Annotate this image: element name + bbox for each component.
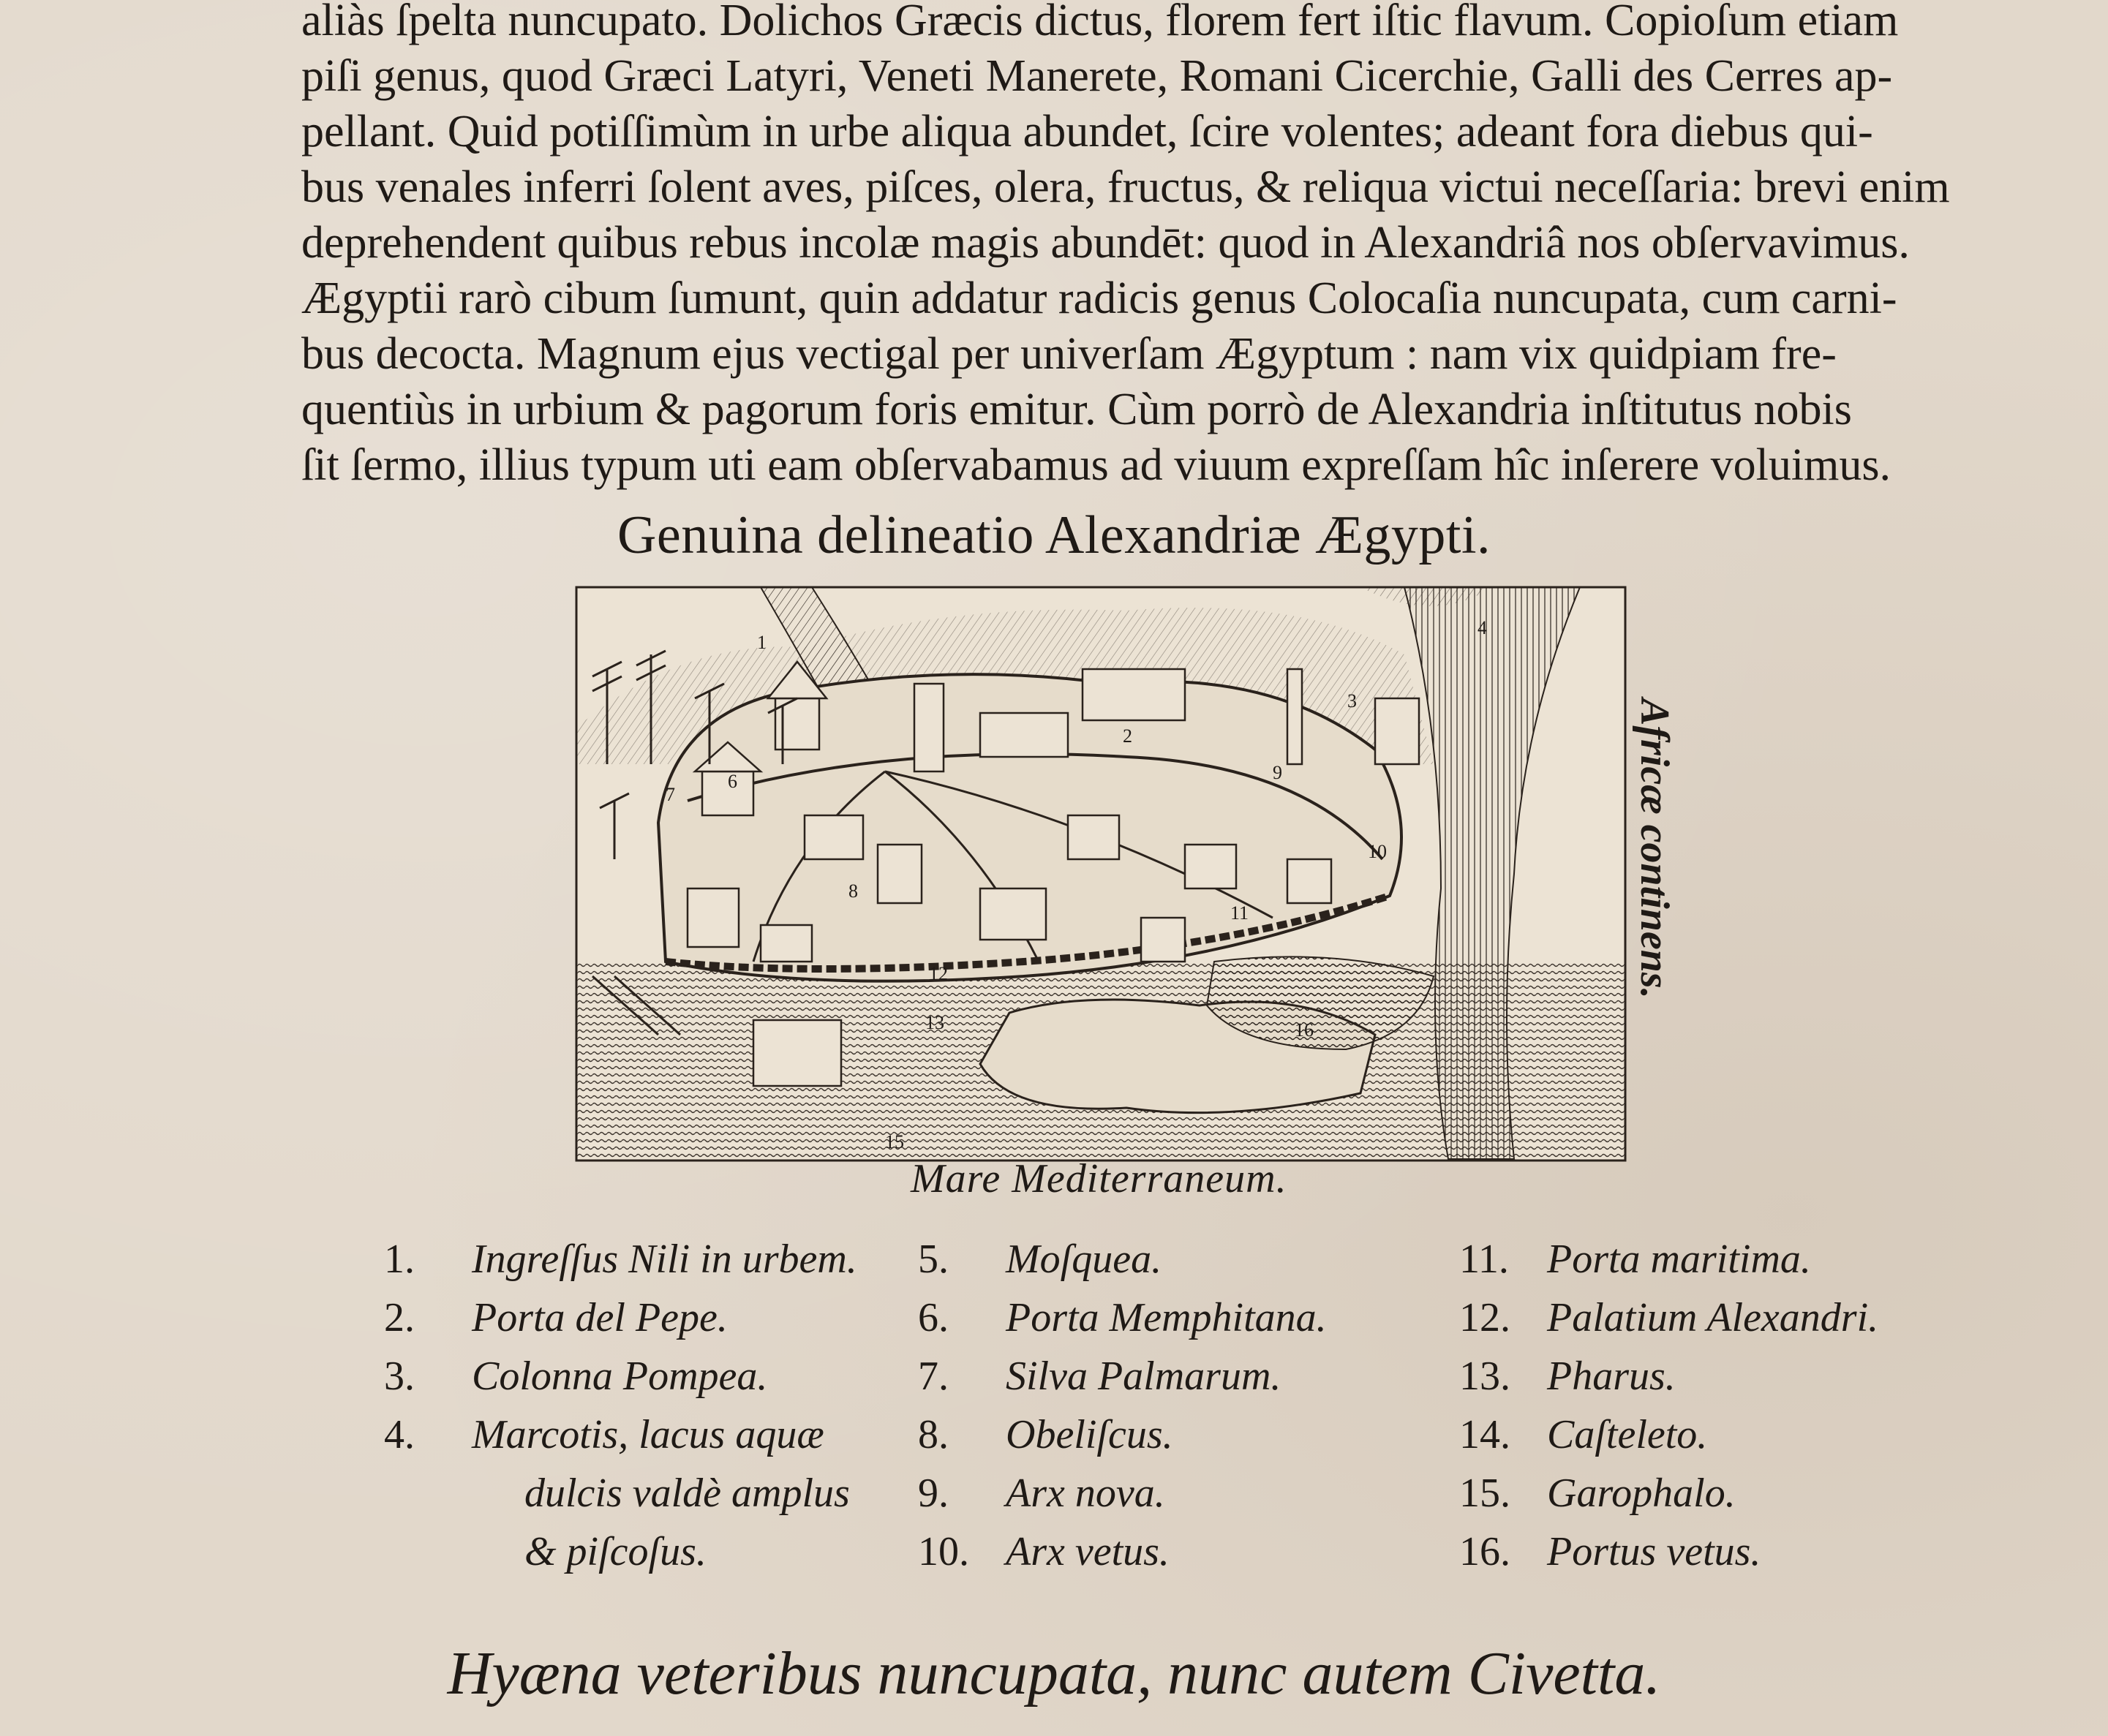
legend-number: 15. [1459,1471,1510,1516]
legend-label: Colonna Pompea. [472,1354,768,1399]
legend-label: & piſcoſus. [524,1529,707,1574]
legend-number: 5. [918,1237,949,1282]
legend-label: Moſquea. [1006,1237,1162,1282]
body-line: Ægyptii rarò cibum ſumunt, quin addatur radicis genus Colocaſia nuncupata, cum carni- [301,273,1897,323]
legend-column-2 [918,1236,1327,1587]
legend-label: Portus vetus. [1547,1529,1761,1574]
legend-label: Porta del Pepe. [472,1295,728,1340]
body-line: aliàs ſpelta nuncupato. Dolichos Græcis dictus, florem fert iſtic flavum. Copioſum etiam [301,0,1899,45]
map-number: 3 [1347,690,1357,712]
legend-number: 3. [384,1354,415,1399]
legend-item [918,1528,1327,1587]
body-line: pellant. Quid potiſſimùm in urbe aliqua abundet, ſcire volentes; adeant fora diebus qui- [301,107,1873,156]
legend-item [1459,1353,1878,1411]
body-line: piſi genus, quod Græci Latyri, Veneti Manerete, Romani Cicerchie, Galli des Cerres ap- [301,51,1893,101]
legend-label: Obeliſcus. [1006,1412,1173,1457]
legend-item [384,1411,857,1470]
legend-label: Arx nova. [1006,1471,1165,1516]
legend-item [384,1353,857,1411]
legend-item [918,1470,1327,1528]
legend-item [918,1411,1327,1470]
legend-number: 9. [918,1471,949,1516]
map-number: 8 [848,880,858,902]
legend-number: 8. [918,1412,949,1457]
legend-item [918,1353,1327,1411]
legend-number: 13. [1459,1354,1510,1399]
legend-item [384,1470,857,1528]
legend-number: 2. [384,1295,415,1340]
body-line: quentiùs in urbium & pagorum foris emitur. Cùm porrò de Alexandria inſtitutus nobis [301,385,1852,434]
map-number: 2 [1123,725,1132,747]
legend-number: 7. [918,1354,949,1399]
side-label-text: Africæ continens. [1632,698,1677,999]
legend-label: Ingreſſus Nili in urbem. [472,1237,857,1282]
map-number: 12 [929,963,948,984]
legend-item [918,1236,1327,1294]
legend-label: Arx vetus. [1006,1529,1170,1574]
legend-item [384,1236,857,1294]
legend-item [1459,1294,1878,1353]
alexandria-woodcut-map [571,581,1631,1166]
side-label [1633,698,1684,1049]
legend-number: 10. [918,1529,969,1574]
legend-item [1459,1236,1878,1294]
legend-label: dulcis valdè amplus [524,1471,850,1516]
legend-label: Porta maritima. [1547,1237,1811,1282]
map-number: 4 [1478,617,1487,638]
legend-number: 11. [1459,1237,1509,1282]
legend-label: Silva Palmarum. [1006,1354,1281,1399]
legend-item [1459,1470,1878,1528]
map-number: 16 [1295,1019,1314,1041]
body-line: ſit ſermo, illius typum uti eam obſervabamus ad viuum expreſſam hîc inſerere voluimus. [301,440,1891,490]
body-line: bus venales inferri ſolent aves, piſces, olera, fructus, & reliqua victui neceſſaria: brevi enim [301,162,1950,212]
legend-column-3 [1459,1236,1878,1587]
map-number: 15 [885,1131,904,1152]
map-number: 7 [666,784,675,805]
map-number: 6 [728,771,737,792]
legend-label: Porta Memphitana. [1006,1295,1327,1340]
map-number: 1 [757,632,767,653]
map-number: 10 [1368,841,1387,862]
map-number: 11 [1230,902,1249,924]
legend-label: Garophalo. [1547,1471,1736,1516]
next-section-title: Hyæna veteribus nuncupata, nunc autem Civetta. [447,1639,1661,1707]
legend-item [384,1528,857,1587]
body-text-block [301,0,2028,493]
map-number: 9 [1273,762,1282,783]
legend-item [384,1294,857,1353]
map-caption: Mare Mediterraneum. [911,1156,1287,1201]
map-number: 13 [925,1012,944,1033]
legend-number: 1. [384,1237,415,1282]
body-line: bus decocta. Magnum ejus vectigal per univerſam Ægyptum : nam vix quidpiam fre- [301,329,1837,379]
legend-number: 6. [918,1295,949,1340]
map-title: Genuina delineatio Alexandriæ Ægypti. [617,505,1491,565]
legend-label: Palatium Alexandri. [1547,1295,1879,1340]
legend-number: 12. [1459,1295,1510,1340]
legend-label: Marcotis, lacus aquæ [472,1412,824,1457]
legend-number: 4. [384,1412,415,1457]
legend-item [1459,1528,1878,1587]
legend-column-1 [384,1236,857,1587]
legend-label: Pharus. [1547,1354,1676,1399]
legend-number: 14. [1459,1412,1510,1457]
legend-number: 16. [1459,1529,1510,1574]
legend-label: Caſteleto. [1547,1412,1708,1457]
body-line: deprehendent quibus rebus incolæ magis abundēt: quod in Alexandriâ nos obſervavimus. [301,218,1910,268]
woodcut-illustration [571,581,1631,1166]
legend-item [1459,1411,1878,1470]
legend-item [918,1294,1327,1353]
